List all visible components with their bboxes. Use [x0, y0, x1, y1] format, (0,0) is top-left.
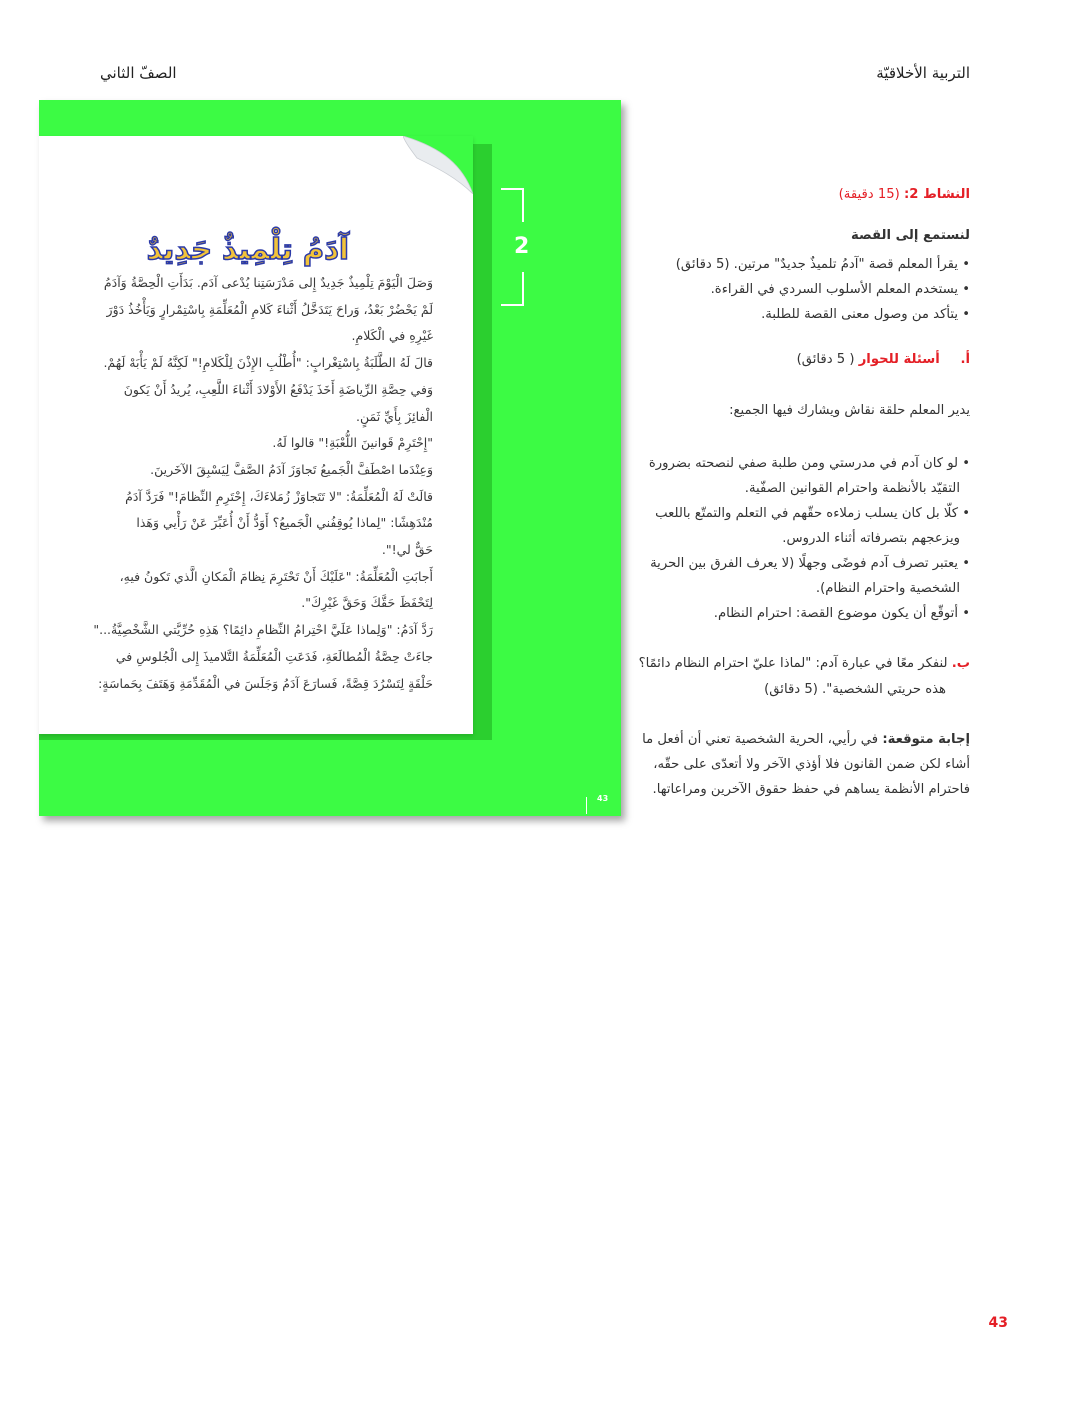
- list-item-continuation: التقيّد بالأنظمة واحترام القوانين الصفّية.: [744, 481, 960, 496]
- section-a-intro: يدير المعلم حلقة نقاش ويشارك فيها الجميع:: [729, 403, 970, 418]
- section-b: [640, 651, 970, 703]
- story-line: وَعِنْدَما اصْطَفَّ الْجَميعُ تَجاوَزَ آدَمُ الصَّفَّ لِيَسْبِقَ الآخَرينَ.: [150, 461, 433, 477]
- list-item-continuation: ويزعجهم بتصرفاته أثناء الدروس.: [782, 531, 960, 546]
- story-line: رَدَّ آدَمُ: "وَلِماذا عَلَيَّ احْتِرامُ النِّظامِ دائِمًا؟ هَذِهِ حُرِّيَّتي الشَّخْصِيَّةُ...": [93, 622, 433, 638]
- discussion-bullets: [640, 451, 970, 626]
- page-number-divider: [586, 797, 587, 814]
- expected-answer: [640, 727, 970, 802]
- story-line: قالَتْ لَهُ الْمُعَلِّمَةُ: "لا تَتَجاوَزْ زُمَلاءَكَ، إِحْتَرِمِ النِّظامَ!" فَرَدَّ آدَمُ: [125, 488, 433, 504]
- story-line: غَيْرِهِ في الْكَلامِ.: [351, 328, 433, 344]
- story-text: [67, 270, 433, 697]
- story-line: وَفي حِصَّةِ الرِّياضَةِ أَخَذَ يَدْفَعُ الأَوْلادَ أَثْناءَ اللَّعِبِ، يُريدُ أَنْ يَكونَ: [123, 381, 433, 397]
- story-line: قالَ لَهُ الطَّلَبَةُ بِاسْتِغْرابٍ: "أُطْلُبِ الإِذْنَ لِلْكَلامِ!" لَكِنَّهُ لَمْ يَأْبَهْ لَهُمْ.: [103, 355, 433, 371]
- section-a-title: أسئلة للحوار: [858, 352, 940, 367]
- list-item: • لو كان آدم في مدرستي ومن طلبة صفي لنصحته بضرورة: [648, 456, 970, 471]
- section-a-letter: أ.: [960, 352, 970, 367]
- answer-label: إجابة متوقعة:: [882, 732, 970, 747]
- list-item: • كلّا بل كان يسلب زملاءه حقّهم في التعلم والتمتّع باللعب: [655, 506, 970, 521]
- story-page: [39, 136, 473, 734]
- section-b-letter: ب.: [951, 656, 970, 671]
- story-line: لَمْ يَحْضُرْ بَعْدُ، وَراحَ يَتَدَخَّلُ أَثْناءَ كَلامِ الْمُعَلِّمَةِ بِاسْتِمْرارٍ وَيَأْخُذُ دَوْرَ: [106, 301, 433, 317]
- section-b-line2: هذه حريتي الشخصية". (5 دقائق): [764, 682, 946, 697]
- story-title: آدَمُ تِلْمِيذٌ جَدِيدٌ: [146, 232, 349, 266]
- list-item: • يقرأ المعلم قصة "آدمُ تلميذٌ جديدٌ" مرتين. (5 دقائق): [675, 257, 970, 272]
- listen-heading: لنستمع إلى القصة: [851, 228, 970, 243]
- story-line: جاءَتْ حِصَّةُ الْمُطالَعَةِ، فَدَعَتِ الْمُعَلِّمَةُ التَّلاميذَ إِلى الْجُلوسِ في: [115, 648, 433, 664]
- book-page-image: [39, 100, 621, 816]
- header-grade: الصفّ الثاني: [100, 64, 177, 82]
- activity-label: النشاط 2:: [904, 187, 970, 202]
- section-a-heading: [640, 352, 970, 367]
- list-item: • يعتبر تصرف آدم فوضًى وجهلًا (لا يعرف الفرق بين الحرية: [650, 556, 970, 571]
- list-item-continuation: الشخصية واحترام النظام).: [815, 581, 960, 596]
- activity-heading: [640, 187, 970, 202]
- page-curl-icon: [403, 136, 473, 194]
- list-item: • يستخدم المعلم الأسلوب السردي في القراءة.: [710, 282, 970, 297]
- listen-bullets: [640, 252, 970, 327]
- section-a-duration: ( 5 دقائق): [796, 352, 855, 367]
- book-page-number: 43: [597, 794, 609, 803]
- answer-line2: أشاء لكن ضمن القانون فلا أؤذي الآخر ولا أتعدّى على حقّه،: [653, 757, 970, 772]
- activity-duration: (15 دقيقة): [838, 187, 900, 202]
- list-item: • يتأكد من وصول معنى القصة للطلبة.: [761, 307, 970, 322]
- story-line: أَجابَتِ الْمُعَلِّمَةُ: "عَلَيْكَ أَنْ تَحْتَرِمَ نِظامَ الْمَكانِ الَّذي تَكونُ فيهِ،: [119, 568, 433, 584]
- story-line: الْفائِزَ بِأَيِّ ثَمَنٍ.: [355, 408, 433, 424]
- story-line: حَقٌّ لي!".: [381, 542, 433, 558]
- page-number: 43: [988, 1315, 1008, 1331]
- header-subject: التربية الأخلاقيّة: [876, 64, 970, 82]
- section-b-line1: لنفكر معًا في عبارة آدم: "لماذا عليّ احترام النظام دائمًا؟: [638, 656, 948, 671]
- list-item: • أتوقّع أن يكون موضوع القصة: احترام النظام.: [713, 606, 970, 621]
- unit-number: 2: [514, 234, 530, 259]
- story-line: "إِحْتَرِمْ قَوانينَ اللُّعْبَةِ!" قالوا لَهُ.: [272, 435, 433, 451]
- story-line: مُنْدَهِشًا: "لِماذا يُوقِفُني الْجَميعُ؟ أَوَدُّ أَنْ أُعَبِّرَ عَنْ رَأْيي وَهَذا: [136, 515, 433, 531]
- story-line: حَلْقَةٍ لِتَسْرُدَ قِصَّةً، فَسارَعَ آدَمُ وَجَلَسَ في الْمُقَدِّمَةِ وَهَتَفَ بِحَماسَةٍ:: [98, 675, 433, 691]
- answer-line1: في رأيي، الحرية الشخصية تعني أن أفعل ما: [642, 732, 879, 747]
- story-line: لِتَحْفَظَ حَقَّكَ وَحَقَّ غَيْرِكَ".: [301, 595, 433, 611]
- story-line: وَصَلَ الْيَوْمَ تِلْمِيذٌ جَدِيدٌ إِلى مَدْرَسَتِنا يُدْعى آدَم. بَدَأَتِ الْحِصَّةُ وَآدَمُ: [103, 275, 433, 290]
- answer-line3: فاحترام الأنظمة يساهم في حفظ حقوق الآخرين ومراعاتها.: [652, 782, 970, 797]
